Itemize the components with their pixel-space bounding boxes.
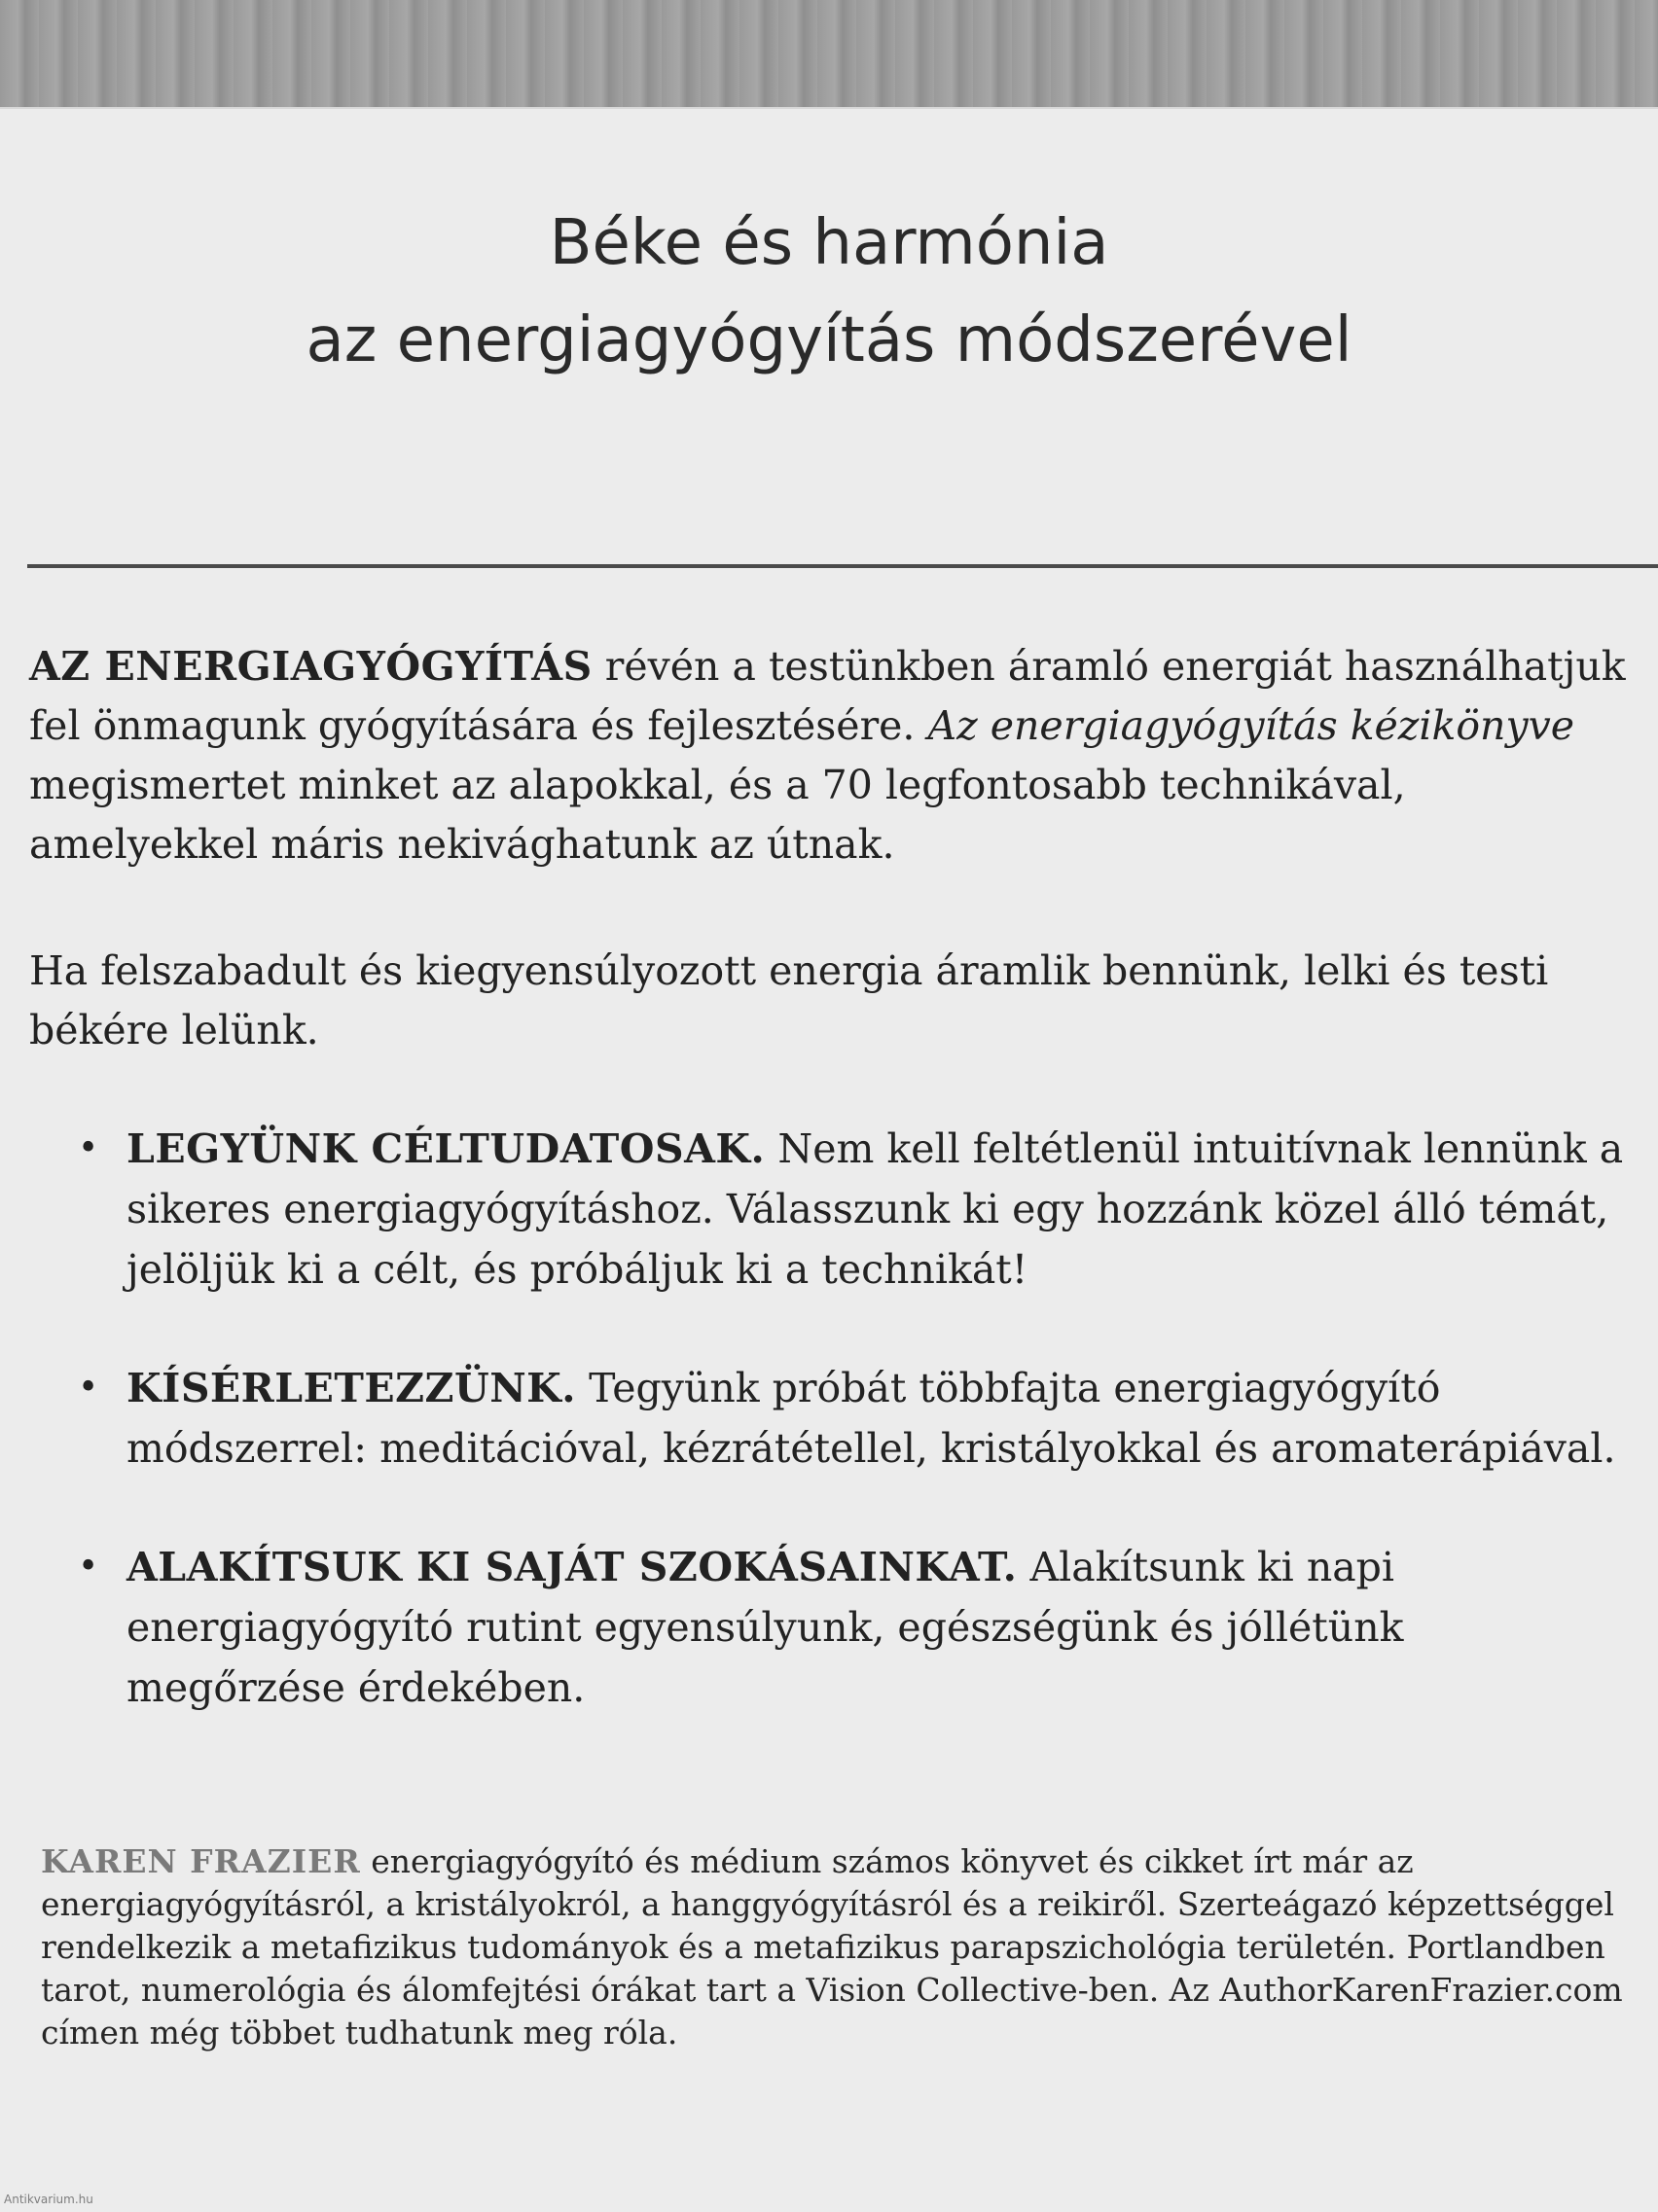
list-item <box>78 1358 1635 1479</box>
title-divider <box>27 564 1658 568</box>
intro-lead: AZ ENERGIAGYÓGYÍTÁS <box>29 643 593 690</box>
bullet-list <box>78 1119 1635 1776</box>
author-name: KAREN FRAZIER <box>41 1842 361 1880</box>
intro-text-1: révén a testünkben áramló energiát használhatjuk fel önmagunk gyógyítására és fejlesztésére. <box>29 643 1626 749</box>
intro-paragraph <box>29 637 1635 874</box>
background-strip <box>0 0 1658 122</box>
paragraph-2: Ha felszabadult és kiegyensúlyozott energia áramlik bennünk, lelki és testi békére lelünk. <box>29 947 1549 1053</box>
bullet-text: Alakítsunk ki napi energiagyógyító rutint egyensúlyunk, egészségünk és jóllétünk megőrzése érdekében. <box>126 1544 1404 1711</box>
list-item <box>78 1537 1635 1718</box>
bullet-text: Nem kell feltétlenül intuitívnak lennünk a sikeres energiagyógyításhoz. Válasszunk ki egy hozzánk közel álló témát, jelöljük ki a célt, és próbáljuk ki a technikát! <box>126 1125 1624 1293</box>
intro-text-2: megismertet minket az alapokkal, és a 70 legfontosabb technikával, amelyekkel máris nekivághatunk az útnak. <box>29 762 1406 868</box>
list-item <box>78 1119 1635 1300</box>
bullet-dot-icon: • <box>78 1128 99 1168</box>
bullet-dot-icon: • <box>78 1368 99 1408</box>
bullet-lead: LEGYÜNK CÉLTUDATOSAK. <box>126 1125 766 1172</box>
author-bio <box>41 1840 1637 2054</box>
author-bio-text: energiagyógyító és médium számos könyvet és cikket írt már az energiagyógyításról, a kristályokról, a hanggyógyításról és a reikiről. Szerteágazó képzettséggel rendelkezik a metafizikus tudományok és a metafizikus parapszichológia területén. Portlandben tarot, numerológia és álomfejtési órákat tart a Vision Collective-ben. Az AuthorKarenFrazier.com címen még többet tudhatunk meg róla. <box>41 1842 1623 2051</box>
bullet-dot-icon: • <box>78 1547 99 1587</box>
bullet-lead: KÍSÉRLETEZZÜNK. <box>126 1365 577 1411</box>
title-line-2: az energiagyógyítás módszerével <box>306 304 1352 376</box>
bullet-lead: ALAKÍTSUK KI SAJÁT SZOKÁSAINKAT. <box>126 1544 1018 1590</box>
title-line-1: Béke és harmónia <box>549 207 1109 279</box>
page-title <box>0 195 1658 389</box>
watermark: Antikvarium.hu <box>4 2193 93 2206</box>
bullet-text: Tegyünk próbát többfajta energiagyógyító módszerrel: meditációval, kézrátétellel, kristályokkal és aromaterápiával. <box>126 1365 1616 1472</box>
book-title: Az energiagyógyítás kézikönyve <box>927 702 1575 749</box>
